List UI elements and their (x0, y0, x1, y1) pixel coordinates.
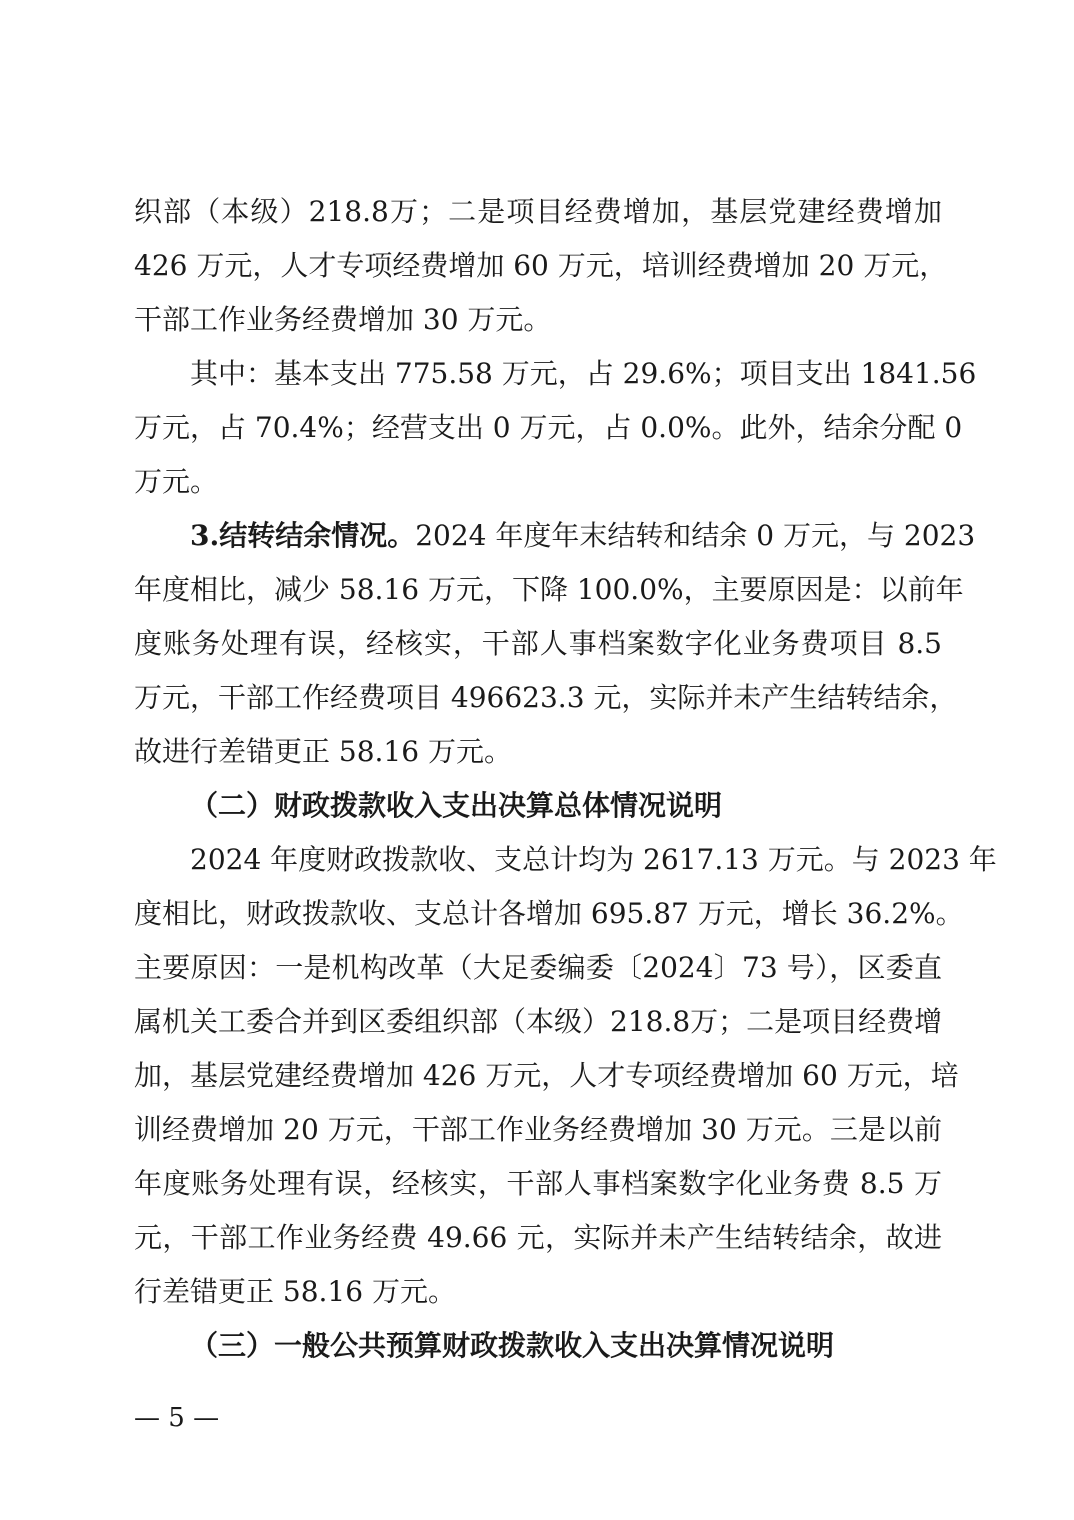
section-heading: （二）财政拨款收入支出决算总体情况说明 (190, 789, 723, 822)
section-lead: 3.结转结余情况。 (190, 519, 416, 552)
paragraph-line: 万元。 (134, 465, 219, 498)
paragraph-line: 426 万元，人才专项经费增加 60 万元，培训经费增加 20 万元， (134, 249, 948, 282)
paragraph-line: 加，基层党建经费增加 426 万元，人才专项经费增加 60 万元，培 (134, 1059, 959, 1092)
paragraph-line: 属机关工委合并到区委组织部（本级）218.8万；二是项目经费增 (134, 1005, 943, 1038)
paragraph-line: 主要原因：一是机构改革（大足委编委〔2024〕73 号），区委直 (134, 951, 942, 984)
paragraph-line: 行差错更正 58.16 万元。 (134, 1275, 456, 1308)
paragraph-line: 万元，干部工作经费项目 496623.3 元，实际并未产生结转结余， (134, 681, 958, 714)
paragraph-line: 年度账务处理有误，经核实，干部人事档案数字化业务费 8.5 万 (134, 1167, 942, 1200)
paragraph-line: 训经费增加 20 万元，干部工作业务经费增加 30 万元。三是以前 (134, 1113, 942, 1146)
paragraph-line: 万元，占 70.4%；经营支出 0 万元，占 0.0%。此外，结余分配 0 (134, 411, 963, 444)
paragraph-line: 故进行差错更正 58.16 万元。 (134, 735, 512, 768)
page-number: — 5 — (134, 1403, 220, 1433)
paragraph-line: 干部工作业务经费增加 30 万元。 (134, 303, 552, 336)
paragraph-line: 度相比，财政拨款收、支总计各增加 695.87 万元，增长 36.2%。 (134, 897, 964, 930)
paragraph-line: 年度相比，减少 58.16 万元，下降 100.0%，主要原因是：以前年 (134, 573, 964, 606)
paragraph-line: 2024 年度财政拨款收、支总计均为 2617.13 万元。与 2023 年 (190, 843, 997, 876)
paragraph-line (190, 516, 976, 556)
paragraph-line: 其中：基本支出 775.58 万元，占 29.6%；项目支出 1841.56 (190, 357, 977, 390)
paragraph-text: 2024 年度年末结转和结余 0 万元，与 2023 (415, 519, 976, 552)
section-heading: （三）一般公共预算财政拨款收入支出决算情况说明 (190, 1329, 835, 1362)
paragraph-line: 度账务处理有误，经核实，干部人事档案数字化业务费项目 8.5 (134, 627, 942, 660)
paragraph-line: 织部（本级）218.8万；二是项目经费增加，基层党建经费增加 (134, 195, 942, 228)
paragraph-line: 元，干部工作业务经费 49.66 元，实际并未产生结转结余，故进 (134, 1221, 942, 1254)
